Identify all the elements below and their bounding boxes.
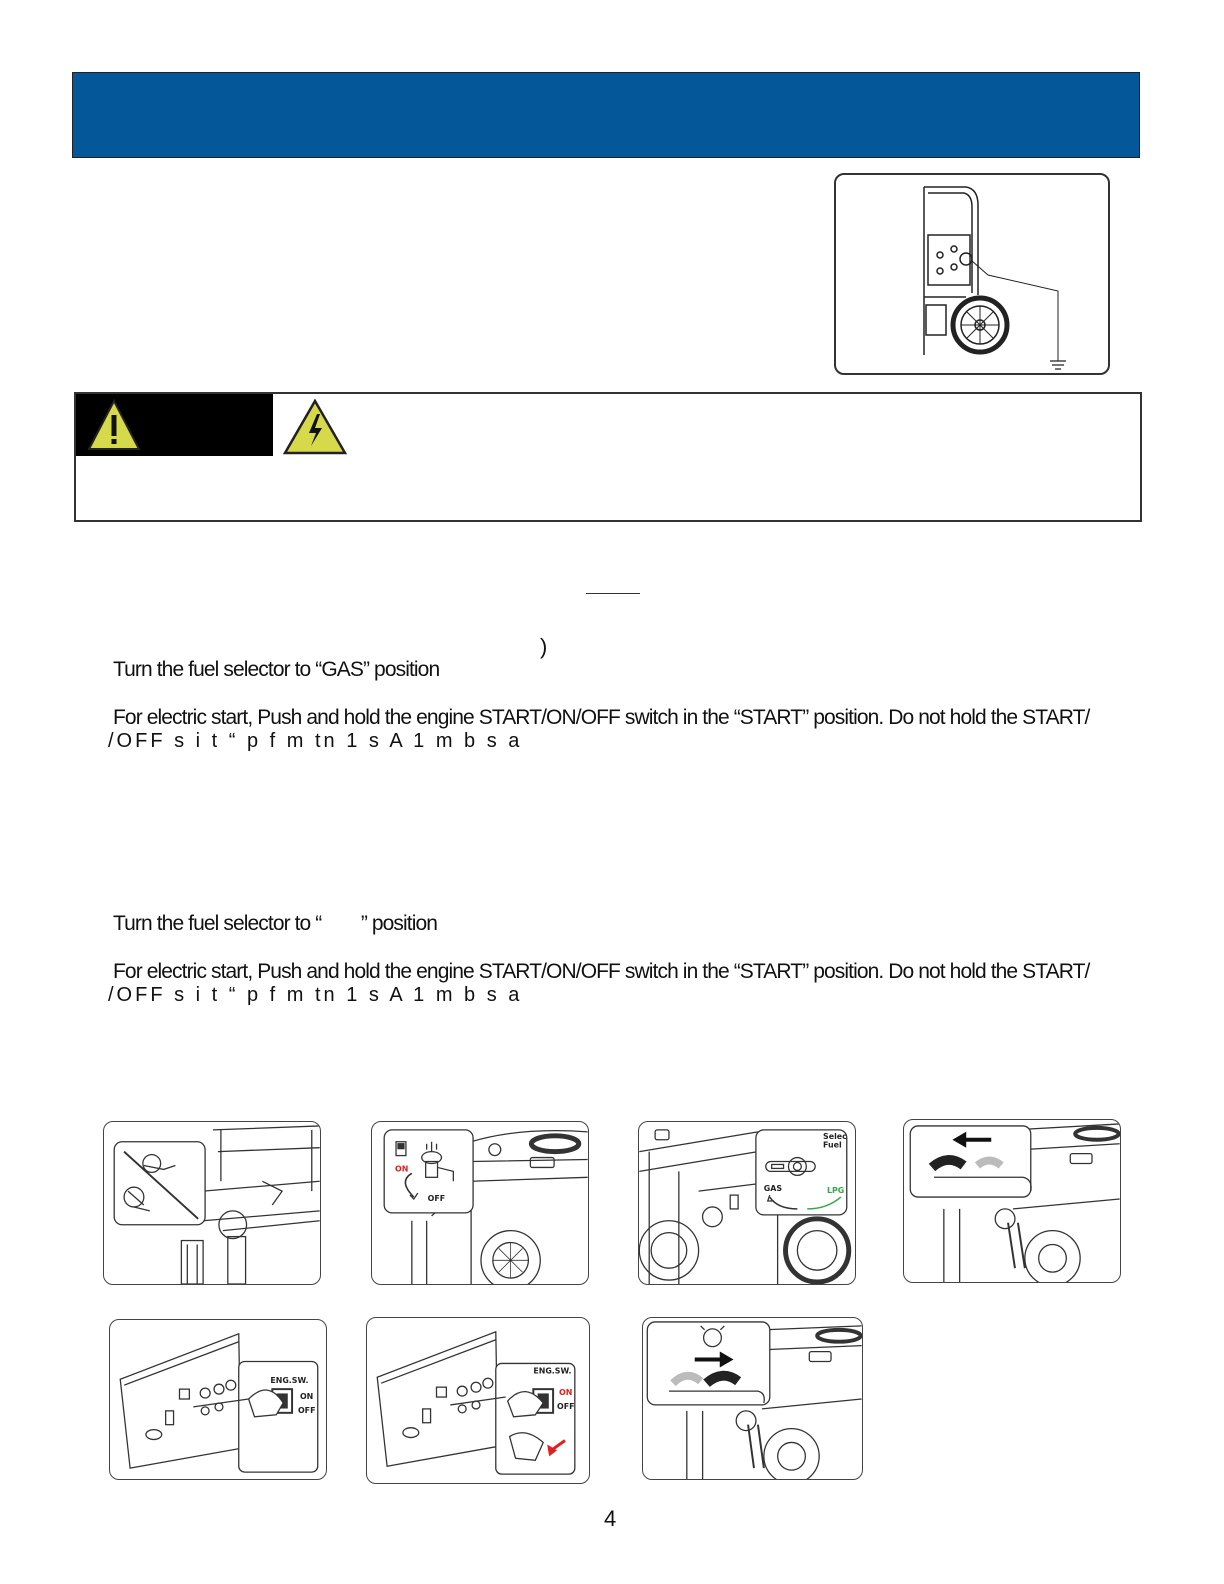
lpg-fuel-selector-step: Turn the fuel selector to “ ” position	[113, 912, 438, 935]
electric-shock-icon	[282, 398, 348, 456]
selector-gas-label: GAS	[763, 1184, 783, 1194]
page-number: 4	[604, 1506, 617, 1531]
figure-fuel-selector	[638, 1121, 856, 1285]
warning-triangle-icon	[86, 398, 142, 452]
figure-engine-switch-on	[109, 1319, 327, 1480]
gas-electric-start-step: For electric start, Push and hold the engine START/ON/OFF switch in the “START” position. Do not hold the START/	[113, 706, 1090, 729]
selector-lpg-label: LPG	[827, 1186, 845, 1196]
lpg-electric-start-cont: /OFF s i t “ p f m tn 1 s A 1 m b s a	[108, 984, 523, 1006]
underline-mark	[586, 593, 640, 594]
eng-sw-label-2: ENG.SW.	[533, 1366, 572, 1376]
figure-fuel-valve	[103, 1121, 321, 1285]
stray-paren: )	[540, 634, 548, 659]
figure-engine-switch-start	[366, 1317, 590, 1484]
valve-on-label: ON	[395, 1164, 409, 1174]
section-header-band	[72, 72, 1140, 158]
eng-sw-label: ENG.SW.	[270, 1376, 309, 1386]
figure-lpg-tank-valve	[371, 1121, 589, 1285]
switch-on-label-2: ON	[559, 1388, 573, 1398]
lpg-electric-start-step: For electric start, Push and hold the engine START/ON/OFF switch in the “START” position. Do not hold the START/	[113, 960, 1090, 983]
figure-choke-closed	[903, 1119, 1121, 1283]
valve-off-label: OFF	[427, 1194, 446, 1204]
switch-on-label: ON	[299, 1392, 314, 1402]
grounding-illustration	[834, 173, 1110, 375]
selector-title: Selec Fuel	[823, 1131, 847, 1150]
switch-off-label: OFF	[297, 1405, 316, 1415]
figure-choke-open	[642, 1317, 863, 1480]
gas-electric-start-cont: /OFF s i t “ p f m tn 1 s A 1 m b s a	[108, 730, 523, 752]
gas-fuel-selector-step: Turn the fuel selector to “GAS” position	[113, 658, 440, 681]
switch-off-label-2: OFF	[557, 1401, 575, 1411]
